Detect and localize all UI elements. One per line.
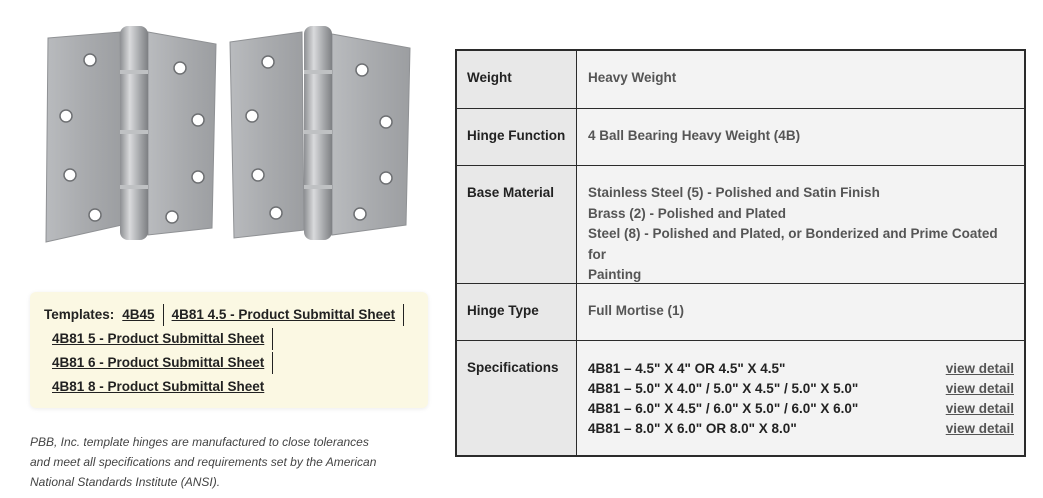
spec-label: Weight xyxy=(457,51,577,108)
spec-table xyxy=(455,49,1026,457)
spec-item-text: 4B81 – 4.5" X 4" OR 4.5" X 4.5" xyxy=(588,361,786,376)
ansi-note: PBB, Inc. template hinges are manufactured to close tolerances and meet all specifications and requirements set by the American National Standards Institute (ANSI). xyxy=(30,435,377,489)
spec-item xyxy=(588,399,1014,419)
template-link-4b81-4-5[interactable]: 4B81 4.5 - Product Submittal Sheet xyxy=(171,307,396,322)
divider xyxy=(163,304,164,326)
templates-panel xyxy=(30,292,428,408)
spec-label: Hinge Type xyxy=(457,284,577,340)
spec-row-weight xyxy=(457,51,1024,108)
spec-row-material xyxy=(457,165,1024,283)
spec-item-text: 4B81 – 5.0" X 4.0" / 5.0" X 4.5" / 5.0" X 5.0" xyxy=(588,381,859,396)
template-link-4b45[interactable]: 4B45 xyxy=(122,307,155,322)
spec-row-function xyxy=(457,108,1024,165)
view-detail-link[interactable]: view detail xyxy=(945,401,1014,416)
divider xyxy=(272,328,273,350)
spec-item xyxy=(588,419,1014,439)
material-line: Brass (2) - Polished and Plated xyxy=(588,205,787,221)
divider xyxy=(403,304,404,326)
templates-row-4 xyxy=(52,376,264,398)
spec-value: Full Mortise (1) xyxy=(577,284,1024,340)
spec-item-text: 4B81 – 6.0" X 4.5" / 6.0" X 5.0" / 6.0" X 6.0" xyxy=(588,401,859,416)
spec-value: 4 Ball Bearing Heavy Weight (4B) xyxy=(577,109,1024,165)
material-line: Painting xyxy=(588,267,642,282)
hinge-product-image xyxy=(40,20,420,250)
templates-label: Templates: xyxy=(44,307,115,322)
view-detail-link[interactable]: view detail xyxy=(945,381,1014,396)
view-detail-link[interactable]: view detail xyxy=(945,361,1014,376)
hinge-left xyxy=(46,26,216,242)
spec-label: Base Material xyxy=(457,166,577,283)
template-link-4b81-8[interactable]: 4B81 8 - Product Submittal Sheet xyxy=(52,379,265,394)
templates-row-2 xyxy=(52,328,281,350)
divider xyxy=(272,352,273,374)
spec-label: Specifications xyxy=(457,341,577,455)
templates-row-1 xyxy=(44,304,412,326)
hinge-right xyxy=(230,26,410,240)
material-line: Steel (8) - Polished and Plated, or Bonderized and Prime Coated for xyxy=(588,226,998,262)
template-link-4b81-6[interactable]: 4B81 6 - Product Submittal Sheet xyxy=(52,355,265,370)
template-link-4b81-5[interactable]: 4B81 5 - Product Submittal Sheet xyxy=(52,331,265,346)
spec-row-type xyxy=(457,283,1024,340)
templates-row-3 xyxy=(52,352,281,374)
spec-row-specifications xyxy=(457,340,1024,455)
spec-label: Hinge Function xyxy=(457,109,577,165)
spec-item xyxy=(588,379,1014,399)
spec-value xyxy=(577,166,1024,283)
spec-value: Heavy Weight xyxy=(577,51,1024,108)
spec-value xyxy=(577,341,1024,455)
view-detail-link[interactable]: view detail xyxy=(945,421,1014,436)
material-line: Stainless Steel (5) - Polished and Satin Finish xyxy=(588,185,880,200)
spec-item xyxy=(588,359,1014,379)
spec-item-text: 4B81 – 8.0" X 6.0" OR 8.0" X 8.0" xyxy=(588,421,797,436)
